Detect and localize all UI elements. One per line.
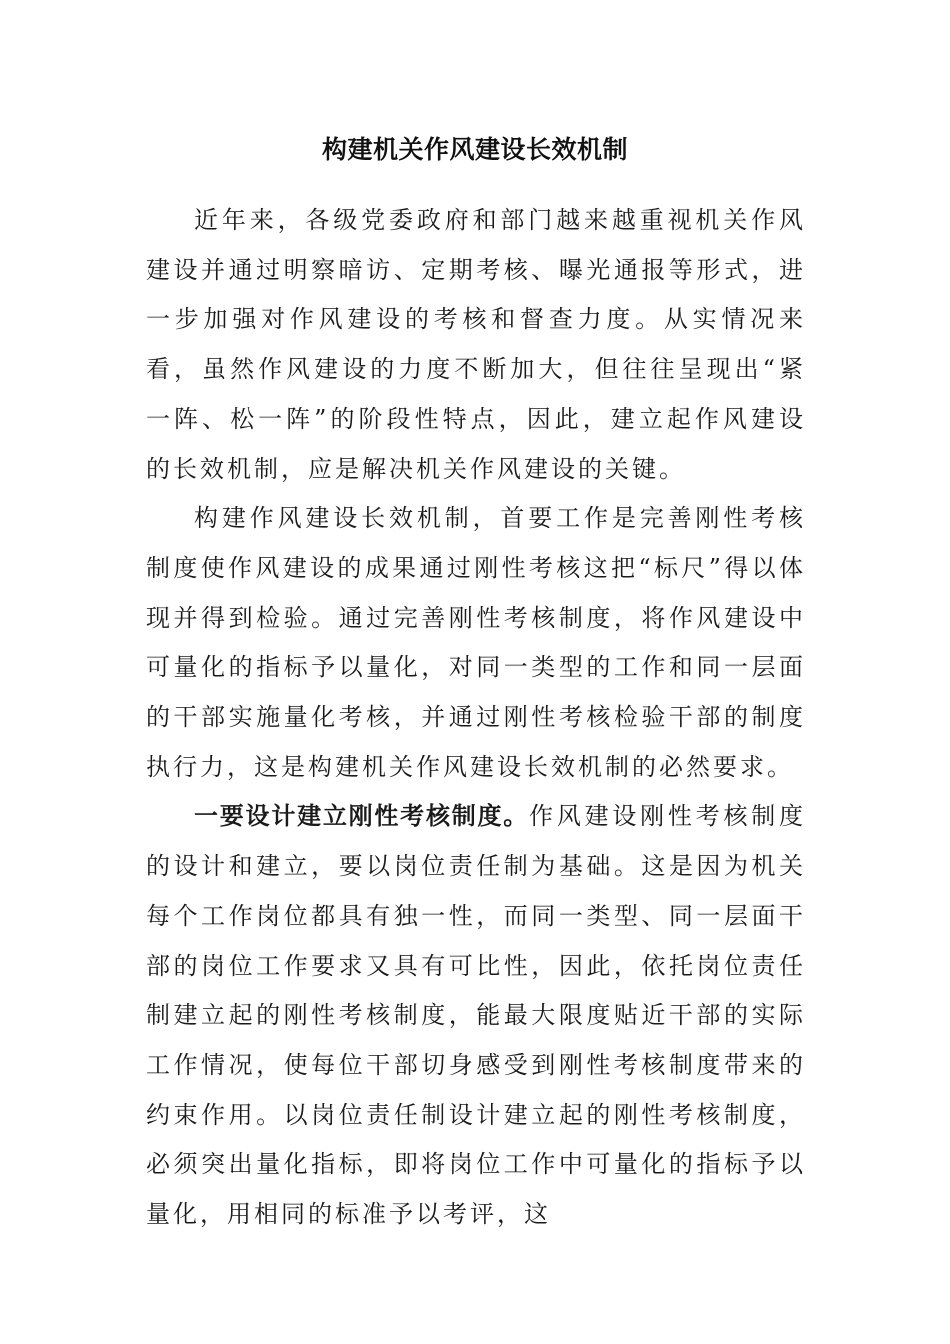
document-title: 构建机关作风建设长效机制 — [321, 135, 628, 164]
paragraph-text: 构建作风建设长效机制，首要工作是完善刚性考核制度使作风建设的成果通过刚性考核这把“标尺”得以体现并得到检验。通过完善刚性考核制度，将作风建设中可量化的指标予以量化，对同一类型的工作和同一层面的干部实施量化考核，并通过刚性考核检验干部的制度执行力，这是构建机关作风建设长效机制的必然要求。 — [146, 504, 806, 781]
paragraph-intro — [146, 196, 806, 494]
paragraph-first-requirement — [146, 792, 806, 1239]
document-body — [146, 196, 806, 1240]
paragraph-lead-heading: 一要设计建立刚性考核制度。 — [194, 802, 530, 831]
paragraph-mechanism — [146, 494, 806, 792]
paragraph-text: 近年来，各级党委政府和部门越来越重视机关作风建设并通过明察暗访、定期考核、曝光通报等形式，进一步加强对作风建设的考核和督查力度。从实情况来看，虽然作风建设的力度不断加大，但往往呈现出“紧一阵、松一阵”的阶段性特点，因此，建立起作风建设的长效机制，应是解决机关作风建设的关键。 — [146, 206, 806, 483]
paragraph-text: 作风建设刚性考核制度的设计和建立，要以岗位责任制为基础。这是因为机关每个工作岗位都具有独一性，而同一类型、同一层面干部的岗位工作要求又具有可比性，因此，依托岗位责任制建立起的刚性考核制度，能最大限度贴近干部的实际工作情况，使每位干部切身感受到刚性考核制度带来的约束作用。以岗位责任制设计建立起的刚性考核制度，必须突出量化指标，即将岗位工作中可量化的指标予以量化，用相同的标准予以考评，这 — [146, 802, 807, 1229]
